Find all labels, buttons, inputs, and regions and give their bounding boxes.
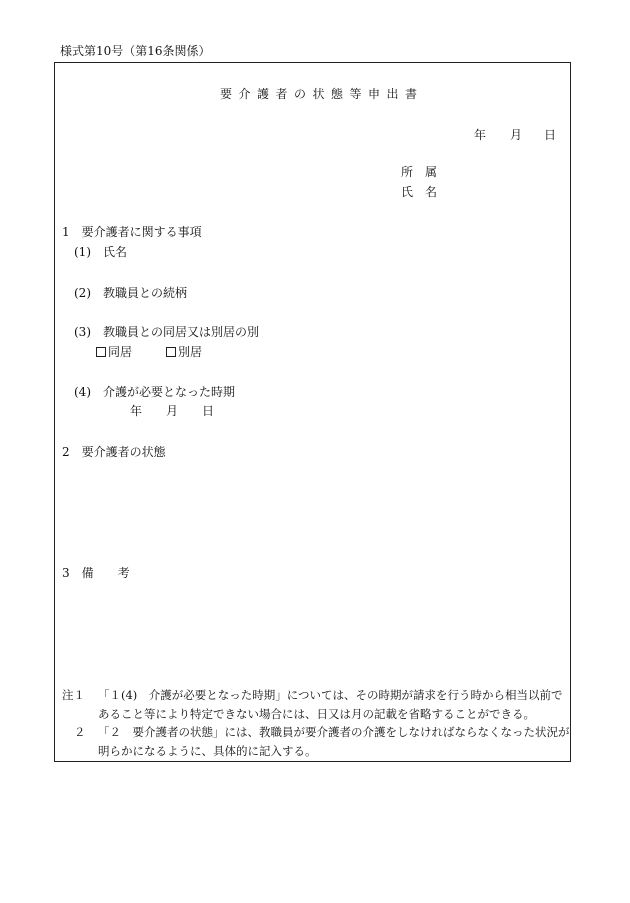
note-2 [62,723,570,760]
section1-item-residence: (3) 教職員との同居又は別居の別 [74,325,259,339]
form-number: 様式第10号（第16条関係） [60,44,211,58]
affiliation-label: 所属 [401,165,450,179]
header-date-day: 日 [544,128,557,142]
checkbox-icon[interactable] [166,347,176,357]
section1-item-relationship: (2) 教職員との続柄 [74,286,187,300]
section1-item-name: (1) 氏名 [74,245,127,259]
checkbox-icon[interactable] [96,347,106,357]
note-2-text: 「２ 要介護者の状態」には、教職員が要介護者の介護をしなければならなくなった状況が明らかになるように、具体的に記入する。 [98,725,570,758]
checkbox-option-separate[interactable] [166,346,202,358]
section1-heading: 1 要介護者に関する事項 [62,225,202,239]
section1-item-care-start: (4) 介護が必要となった時期 [74,385,235,399]
notes [62,686,570,760]
header-date-year: 年 [474,128,487,142]
note-1 [62,686,570,723]
note-1-text: 「１(4) 介護が必要となった時期」については、その時期が請求を行う時から相当以前であること等により特定できない場合には、日又は月の記載を省略することができる。 [98,688,563,721]
note-1-label: 注１ [62,688,85,702]
care-start-day: 日 [202,404,215,418]
header-date-month: 月 [510,128,523,142]
care-start-month: 月 [166,404,179,418]
option-cohabit-label: 同居 [108,345,133,359]
option-separate-label: 別居 [178,345,203,359]
section3-heading: 3 備 考 [62,566,130,580]
care-start-year: 年 [130,404,143,418]
note-2-label: ２ [74,725,86,739]
section2-heading: 2 要介護者の状態 [62,445,166,459]
applicant-name-label: 氏名 [401,185,450,199]
checkbox-option-cohabit[interactable] [96,346,132,358]
document-title: 要介護者の状態等申出書 [220,87,424,101]
